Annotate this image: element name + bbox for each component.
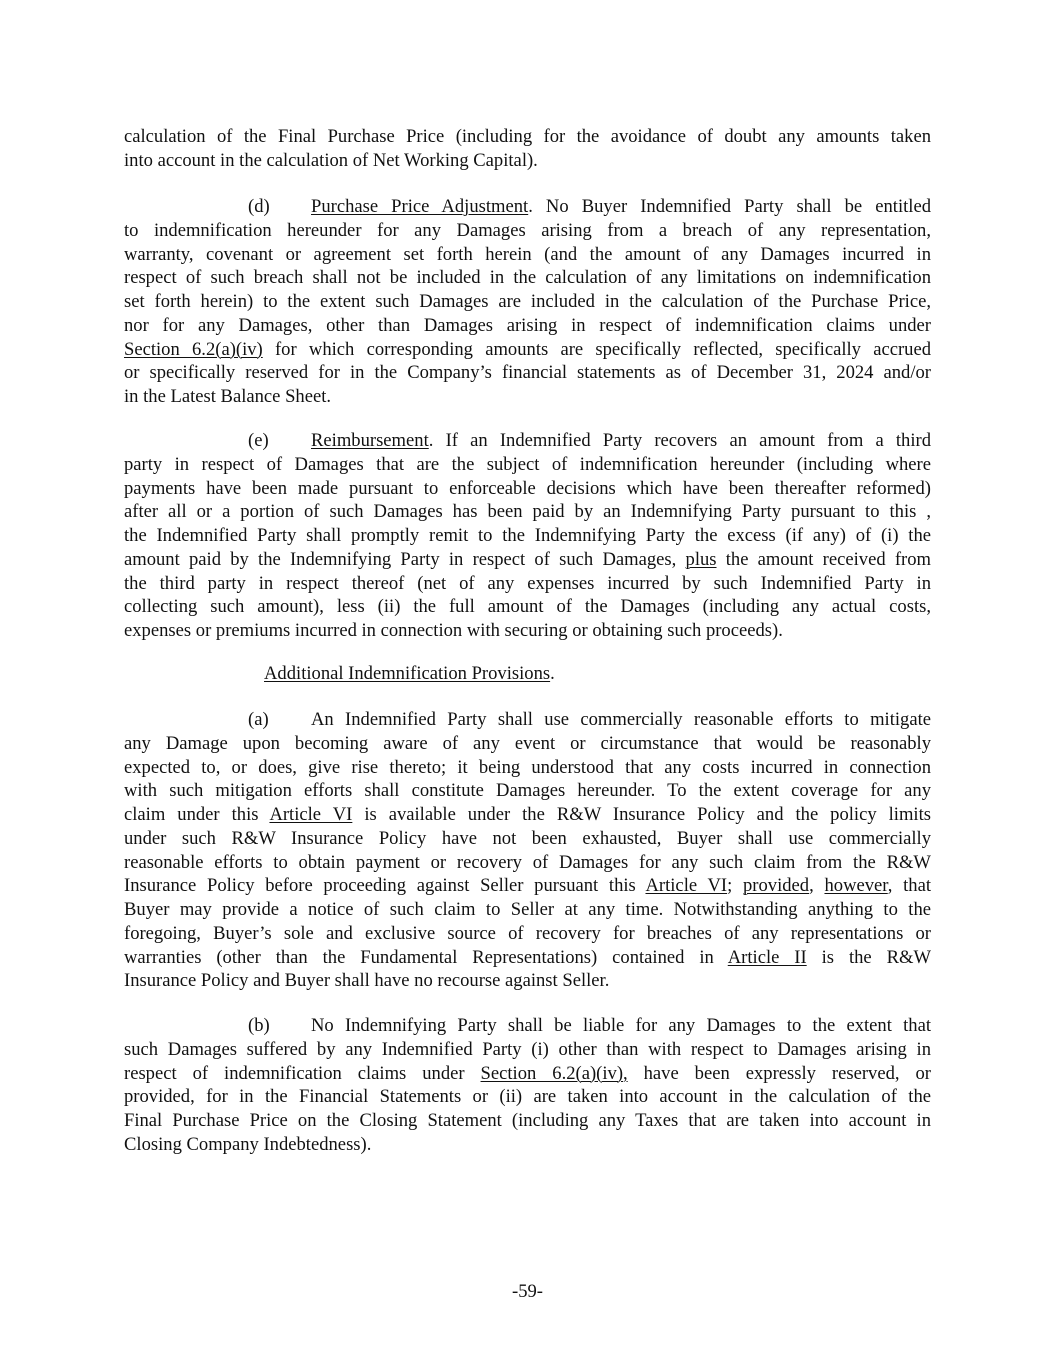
text-span: amount paid by the Indemnifying Party in respect of such Damages, [124,548,686,570]
text-span: An Indemnified Party shall use commercially reasonable efforts to mitigate [311,709,931,730]
text-span: Insurance Policy before proceeding against Seller pursuant this [124,875,646,897]
paragraph-e-first-line [124,429,931,453]
text-span: . If an Indemnified Party recovers an amount from a third [428,430,931,451]
paragraph-number: (b) [248,1015,270,1036]
text-span: claim under this [124,804,270,825]
text-line: payments have been made pursuant to enforceable decisions which have been thereafter reformed) [124,477,931,499]
paragraph-d [124,195,931,409]
paragraph-e [124,429,931,643]
text-line: into account in the calculation of Net Working Capital). [124,149,538,171]
text-line [124,803,931,827]
text-line: respect of such breach shall not be included in the calculation of any limitations on indemnification [124,267,931,289]
text-line: set forth herein) to the extent such Damages are included in the calculation of the Purchase Price, [124,291,931,312]
text-line: nor for any Damages, other than Damages arising in respect of indemnification claims under [124,314,931,336]
text-line: warranty, covenant or agreement set forth herein (and the amount of any Damages incurred in [124,243,931,265]
paragraph-title: Purchase Price Adjustment [311,196,529,217]
provided-term: provided [743,875,810,897]
text-line [124,874,931,898]
text-line [124,548,931,572]
paragraph-title: Reimbursement [311,430,429,451]
paragraph-number: (a) [248,709,269,730]
section-heading [264,662,555,686]
text-span: , that [887,875,931,897]
article-vi-link[interactable]: Article VI [645,875,728,897]
text-line: Final Purchase Price on the Closing Statement (including any Taxes that are taken into account in [124,1110,931,1131]
text-span: No Indemnifying Party shall be liable for any Damages to the extent that [311,1015,931,1036]
text-line: reasonable efforts to obtain payment or recovery of Damages for any such claim from the R&W [124,851,931,873]
text-line: with such mitigation efforts shall constitute Damages hereunder. To the extent coverage for any [124,780,931,802]
text-line: or specifically reserved for in the Company’s financial statements as of December 31, 2024 and/or [124,362,931,384]
text-line: collecting such amount), less (ii) the full amount of the Damages (including any actual costs, [124,596,931,618]
text-span: , [809,875,825,897]
text-line [124,1062,931,1086]
paragraph-number: (d) [248,196,270,217]
text-span: have been expressly reserved, or [627,1062,931,1084]
text-line: Buyer may provide a notice of such claim to Seller at any time. Notwithstanding anything to the [124,899,931,920]
paragraph-number: (e) [248,430,269,451]
text-line: any Damage upon becoming aware of any event or circumstance that would be reasonably [124,732,931,754]
text-span: . No Buyer Indemnified Party shall be entitled [528,196,931,217]
text-line: the third party in respect thereof (net of any expenses incurred by such Indemnified Party in [124,572,931,594]
text-span: is available under the R&W Insurance Policy and the policy limits [352,804,931,825]
section-reference-link[interactable]: Section 6.2(a)(iv), [480,1062,628,1084]
text-line: in the Latest Balance Sheet. [124,386,332,407]
text-span: for which corresponding amounts are specifically reflected, specifically accrued [262,338,931,360]
text-line [124,338,931,362]
paragraph-d-first-line [124,195,931,219]
however-term: however [824,875,888,897]
text-line: provided, for in the Financial Statements or (ii) are taken into account in the calculation of the [124,1086,931,1108]
text-span: the amount received from [716,548,931,570]
text-line: after all or a portion of such Damages has been paid by an Indemnifying Party pursuant to this , [124,501,931,523]
paragraph-b-first-line [124,1014,931,1038]
paragraph-a-first-line [124,708,931,732]
text-line: Insurance Policy and Buyer shall have no recourse against Seller. [124,970,610,992]
text-span: is the R&W [806,946,932,968]
text-span: . [550,663,555,684]
article-ii-link[interactable]: Article II [727,946,807,968]
text-span: warranties (other than the Fundamental Representations) contained in [124,946,728,968]
section-reference-link[interactable]: Section 6.2(a)(iv) [124,338,263,360]
text-line: such Damages suffered by any Indemnified Party (i) other than with respect to Damages arising in [124,1038,931,1060]
text-line: party in respect of Damages that are the subject of indemnification hereunder (including where [124,453,931,475]
paragraph-b [124,1014,931,1157]
text-span: ; [727,875,743,897]
paragraph-a [124,708,931,993]
page-number: -59- [512,1281,543,1302]
text-line: the Indemnified Party shall promptly remit to the Indemnifying Party the excess (if any) of (i) the [124,525,931,546]
text-span: respect of indemnification claims under [124,1062,481,1084]
text-line: under such R&W Insurance Policy have not been exhausted, Buyer shall use commercially [124,827,931,849]
text-line: expenses or premiums incurred in connection with securing or obtaining such proceeds). [124,620,783,641]
text-line: foregoing, Buyer’s sole and exclusive source of recovery for breaches of any representations or [124,922,931,944]
article-vi-link[interactable]: Article VI [269,804,353,825]
text-line: calculation of the Final Purchase Price (including for the avoidance of doubt any amounts taken [124,126,931,147]
text-line: to indemnification hereunder for any Damages arising from a breach of any representation, [124,219,931,241]
text-line: expected to, or does, give rise thereto; it being understood that any costs incurred in connection [124,756,931,778]
section-heading-title: Additional Indemnification Provisions [264,663,551,684]
text-line: Closing Company Indebtedness). [124,1133,372,1155]
continuation-paragraph [124,125,931,173]
text-line [124,946,931,970]
plus-term: plus [685,548,717,570]
